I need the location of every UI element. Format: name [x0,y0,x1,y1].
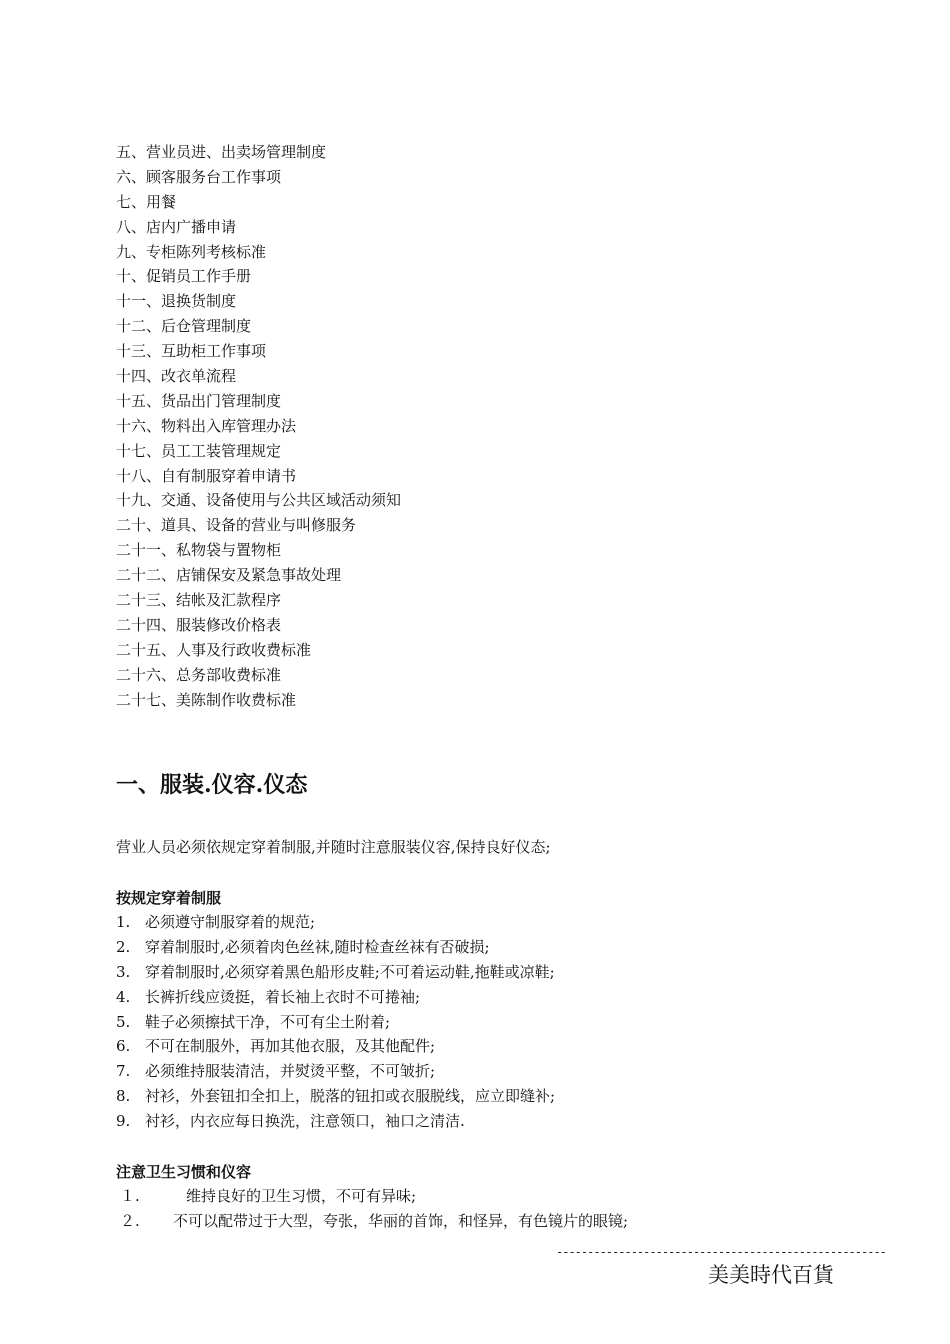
toc-item: 二十五、人事及行政收费标准 [116,640,312,659]
toc-item: 二十二、店铺保安及紧急事故处理 [116,566,342,585]
toc-item: 六、顾客服务台工作事项 [116,167,282,186]
toc-item: 十九、交通、设备使用与公共区域活动须知 [116,491,402,510]
hygiene-title: 注意卫生习惯和仪容 [116,1163,252,1181]
list-text: 衬衫，内衣应每日换洗，注意领口，袖口之清洁. [145,1112,465,1131]
list-item [116,910,836,935]
list-text: 必须遵守制服穿着的规范; [145,913,316,931]
list-number: 5. [116,1012,131,1031]
toc-item: 十八、自有制服穿着申请书 [116,466,297,485]
toc-item: 九、专柜陈列考核标准 [116,242,267,261]
list-number: 2. [116,937,131,956]
toc-item: 五、营业员进、出卖场管理制度 [116,143,327,161]
list-text: 不可以配带过于大型，夸张，华丽的首饰，和怪异，有色镜片的眼镜; [173,1211,629,1230]
list-item [116,1184,836,1209]
uniform-title: 按规定穿着制服 [116,889,222,907]
toc-item: 十七、员工工装管理规定 [116,441,282,460]
toc-item: 二十六、总务部收费标准 [116,665,282,684]
toc-item: 七、用餐 [116,192,177,211]
list-number: 4. [116,987,131,1006]
toc-item: 十五、货品出门管理制度 [116,391,282,410]
toc-item: 十、促销员工作手册 [116,267,252,286]
list-item [116,1084,836,1109]
toc-item: 二十三、结帐及汇款程序 [116,591,282,610]
list-item [116,985,836,1010]
section-intro: 营业人员必须依规定穿着制服,并随时注意服装仪容,保持良好仪态; [116,838,551,856]
table-of-contents [116,140,816,712]
section-heading: 一、服装.仪容.仪态 [116,772,308,798]
list-item [116,935,836,960]
toc-item: 十二、后仓管理制度 [116,317,252,336]
list-text: 长裤折线应烫挺，着长袖上衣时不可捲袖; [145,987,421,1006]
list-item [116,1209,836,1234]
list-text: 必须维持服装清洁，并熨烫平整，不可皱折; [145,1062,436,1081]
list-item [116,1034,836,1059]
list-item [116,1109,836,1134]
list-text: 不可在制服外，再加其他衣服，及其他配件; [145,1037,436,1056]
list-text: 鞋子必须擦拭干净，不可有尘土附着; [145,1012,391,1031]
list-text: 维持良好的卫生习惯，不可有异味; [186,1187,417,1205]
toc-item: 十四、改衣单流程 [116,367,237,386]
list-number: 9. [116,1112,131,1131]
toc-item: 二十四、服装修改价格表 [116,615,282,634]
list-number: 8. [116,1087,131,1106]
footer-brand: 美美時代百貨 [708,1263,834,1287]
list-number: ２. [120,1211,140,1230]
toc-item: 二十一、私物袋与置物柜 [116,541,282,560]
list-number: 6. [116,1037,131,1056]
toc-item: 十六、物料出入库管理办法 [116,416,297,435]
footer-divider: ----------------------------------------------------- [556,1245,886,1259]
list-item [116,1059,836,1084]
list-text: 衬衫，外套钮扣全扣上，脱落的钮扣或衣服脱线，应立即缝补; [145,1087,556,1106]
toc-item: 八、店内广播申请 [116,217,237,236]
list-number: 7. [116,1062,131,1081]
list-text: 穿着制服时,必须着肉色丝袜,随时检查丝袜有否破损; [145,937,490,956]
toc-item: 二十七、美陈制作收费标准 [116,690,297,709]
list-item [116,960,836,985]
list-text: 穿着制服时,必须穿着黑色船形皮鞋;不可着运动鞋,拖鞋或凉鞋; [145,962,555,981]
toc-item: 二十、道具、设备的营业与叫修服务 [116,516,357,535]
list-number: 1. [116,913,131,931]
hygiene-list [116,1184,836,1234]
toc-item: 十一、退换货制度 [116,292,237,311]
list-number: １. [120,1187,140,1205]
list-item [116,1010,836,1035]
uniform-list [116,910,836,1134]
list-number: 3. [116,962,131,981]
toc-item: 十三、互助柜工作事项 [116,342,267,361]
